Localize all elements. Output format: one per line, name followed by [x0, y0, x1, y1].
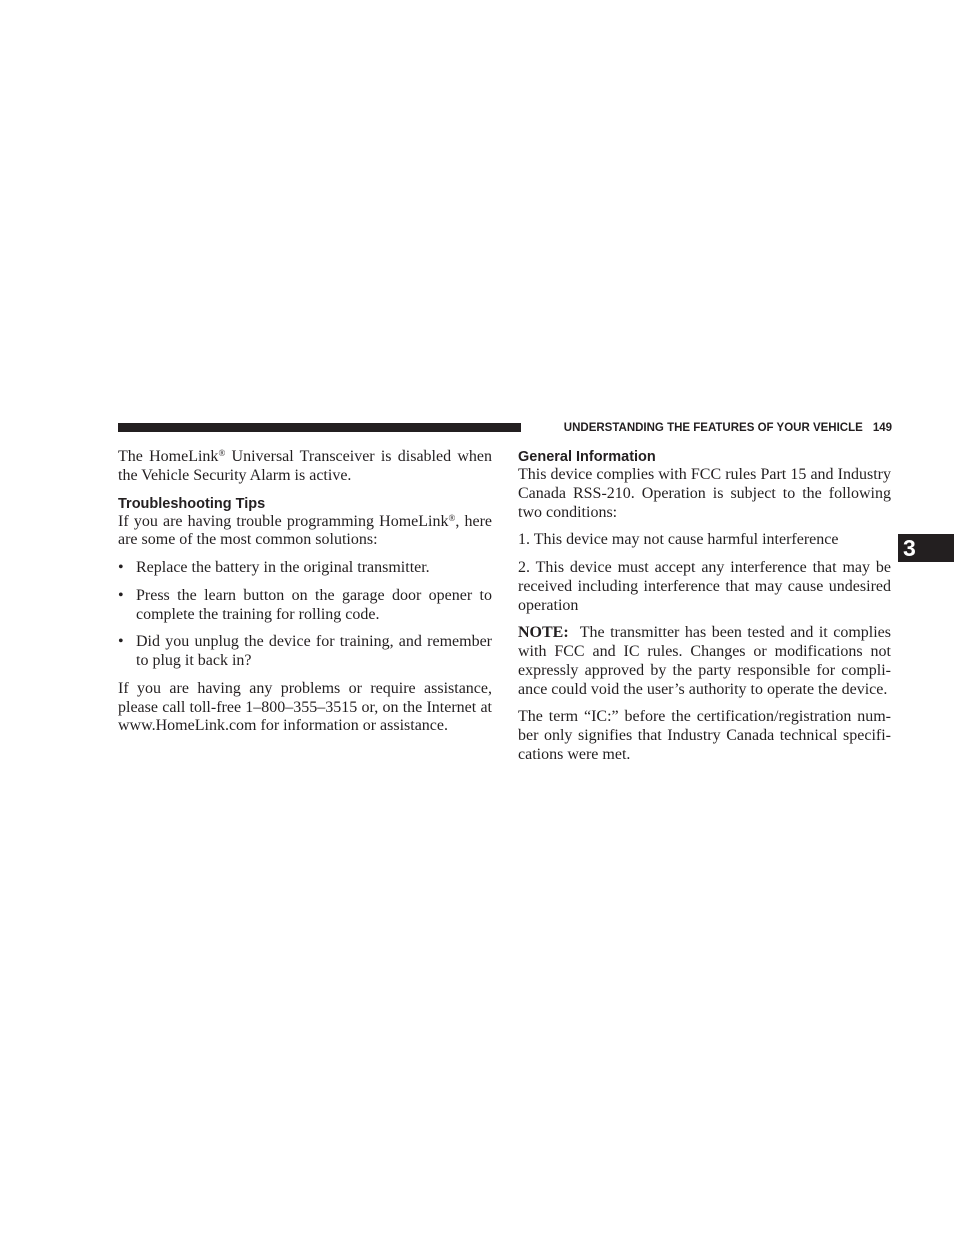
assistance-paragraph: If you are having any problems or require assistance, please call toll-free 1–800–355–3515 or, on the Internet at www.HomeLink.com for information or assistance. [118, 679, 492, 735]
note-label: NOTE: [518, 624, 569, 642]
header-rule-bar [118, 423, 521, 432]
solutions-list [118, 559, 492, 671]
condition-2: 2. This device must accept any interference that may be received including interference that may cause undesired operation [518, 559, 891, 614]
note-text: The transmitter has been tested and it complies with FCC and IC rules. Changes or modifications not expressly approved by the party responsible for compliance could void the user’s authority to operate the device. [518, 624, 892, 698]
running-head [531, 419, 892, 437]
right-column [518, 448, 891, 765]
troubleshooting-lead: If you are having trouble programming HomeLink®, here are some of the most common solutions: [118, 512, 493, 549]
list-item: • Replace the battery in the original transmitter. [118, 559, 430, 576]
bullet-icon: • [118, 586, 124, 604]
fcc-compliance-paragraph: This device complies with FCC rules Part 15 and Industry Canada RSS-210. Operation is subject to the following two conditions: [518, 466, 891, 521]
bullet-icon: • [118, 559, 124, 576]
chapter-tab: 3 [898, 534, 954, 562]
page-number: 149 [872, 422, 892, 434]
registered-mark: ® [218, 448, 226, 458]
troubleshooting-heading: Troubleshooting Tips [118, 495, 266, 512]
condition-1: 1. This device may not cause harmful interference [518, 531, 839, 549]
list-item: • Did you unplug the device for training, and remember to plug it back in? [118, 633, 492, 669]
intro-paragraph: The HomeLink® Universal Transceiver is disabled when the Vehicle Security Alarm is active. [118, 448, 492, 484]
section-title: UNDERSTANDING THE FEATURES OF YOUR VEHICLE [563, 422, 863, 434]
general-information-heading: General Information [518, 449, 656, 465]
bullet-icon: • [118, 633, 124, 651]
left-column [118, 448, 492, 736]
ic-paragraph: The term “IC:” before the certification/registration number only signifies that Industry Canada technical specifications were met. [518, 708, 891, 763]
registered-mark: ® [448, 512, 456, 523]
list-item: • Press the learn button on the garage door opener to complete the training for rolling code. [118, 586, 492, 623]
note-paragraph [518, 624, 891, 699]
